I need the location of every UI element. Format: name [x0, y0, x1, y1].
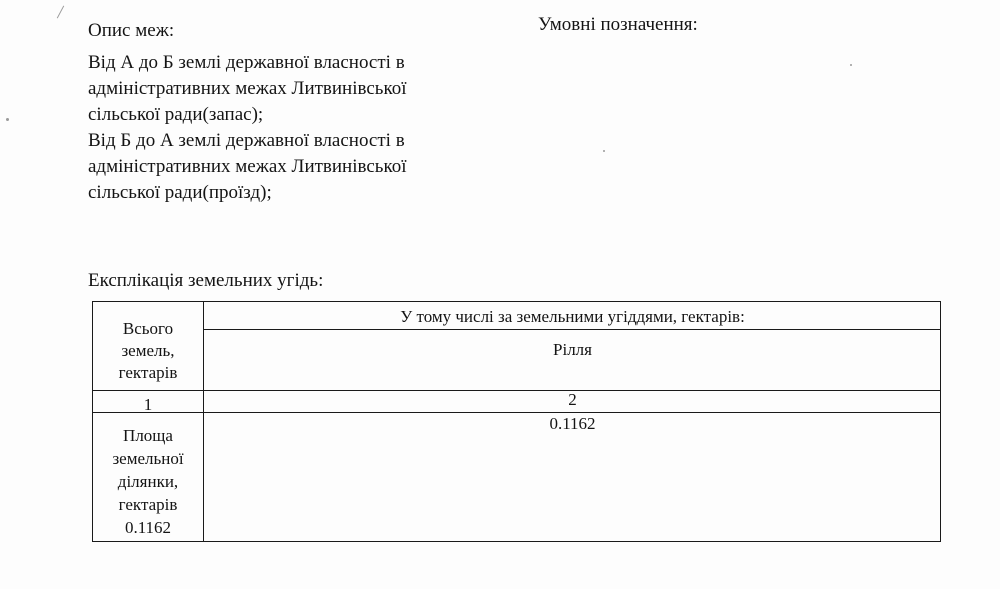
label-line: Площа: [123, 426, 173, 445]
boundary-line: Від Б до А землі державної власності в: [88, 130, 405, 151]
label-line: ділянки,: [117, 472, 179, 491]
land-type-arable-header: Рілля: [553, 340, 592, 359]
legend-heading: Умовні позначення:: [538, 14, 698, 35]
total-land-header: [93, 318, 203, 384]
scan-artifact-dot: [603, 150, 605, 152]
boundary-line: сільської ради(запас);: [88, 104, 264, 125]
column-number-2: 2: [568, 390, 577, 409]
plot-area-label: [93, 424, 203, 539]
boundary-line: сільської ради(проїзд);: [88, 182, 272, 203]
boundary-description-heading: Опис меж:: [88, 20, 175, 41]
land-explication-heading: Експлікація земельних угідь:: [88, 270, 324, 291]
boundary-line: адміністративних межах Литвинівської: [88, 78, 407, 99]
table-row-divider: [204, 329, 940, 330]
arable-area-value: 0.1162: [549, 414, 596, 433]
scan-artifact-dot: [6, 118, 9, 121]
header-line: земель,: [121, 341, 175, 360]
label-line: гектарів: [118, 495, 178, 514]
scan-artifact-mark: [57, 6, 64, 19]
scan-artifact-dot: [850, 64, 852, 66]
land-explication-table: [92, 301, 941, 542]
label-line: 0.1162: [124, 518, 172, 537]
boundary-line: адміністративних межах Литвинівської: [88, 156, 407, 177]
header-line: Всього: [122, 319, 174, 338]
boundary-line: Від А до Б землі державної власності в: [88, 52, 405, 73]
land-types-header: У тому числі за земельними угіддями, гектарів:: [400, 307, 745, 326]
label-line: земельної: [112, 449, 184, 468]
header-line: гектарів: [118, 363, 178, 382]
column-number-1: 1: [143, 395, 153, 414]
boundary-description-text: [88, 50, 528, 206]
